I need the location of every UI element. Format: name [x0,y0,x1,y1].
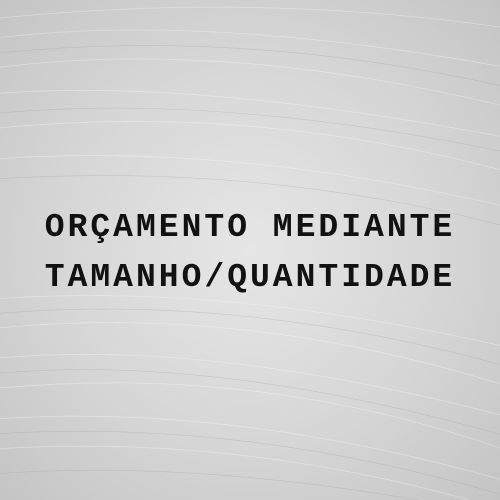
headline-line-2: TAMANHO/QUANTIDADE [44,259,456,296]
headline [0,203,500,303]
headline-line-1: ORÇAMENTO MEDIANTE [44,209,456,246]
